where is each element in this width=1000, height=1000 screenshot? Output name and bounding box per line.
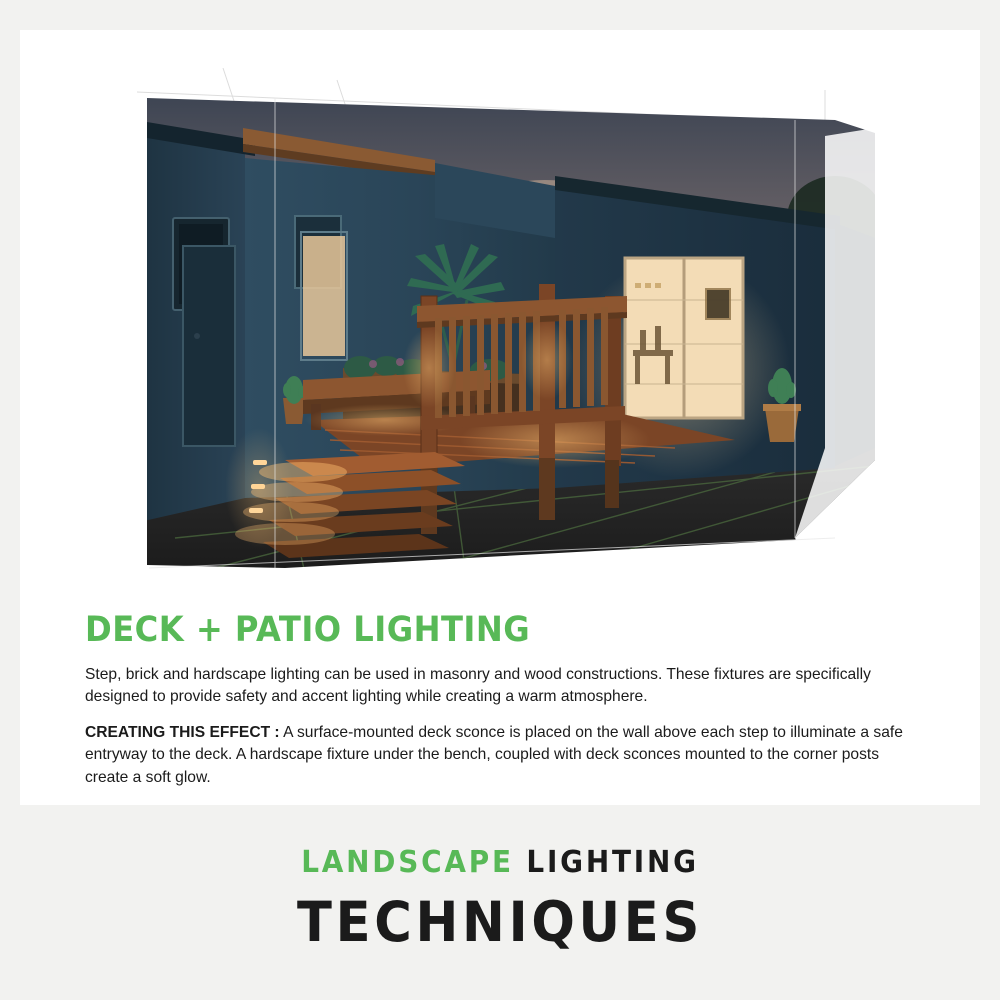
footer-word-lighting: LIGHTING <box>526 845 699 880</box>
illustration-container <box>135 68 875 593</box>
content-card <box>20 30 980 805</box>
effect-label: CREATING THIS EFFECT : <box>85 724 280 742</box>
intro-paragraph: Step, brick and hardscape lighting can be used in masonry and wood constructions. These fixtures are specifically designed to provide safety and accent lighting while creating a warm atmosphere. <box>85 666 871 706</box>
footer <box>0 810 1000 1000</box>
footer-title-line-1 <box>35 845 965 880</box>
deck-patio-night-rendering <box>135 68 875 593</box>
footer-title-line-2: TECHNIQUES <box>296 890 704 954</box>
effect-paragraph <box>85 722 915 788</box>
footer-word-landscape: LANDSCAPE <box>301 845 514 880</box>
effect-body: A surface-mounted deck sconce is placed on the wall above each step to illuminate a safe entryway to the deck. A hardscape fixture under the bench, coupled with deck sconces mounted to the corner posts create a soft glow. <box>85 724 903 786</box>
page-title: DECK + PATIO LIGHTING <box>85 610 531 650</box>
text-block <box>85 610 925 803</box>
